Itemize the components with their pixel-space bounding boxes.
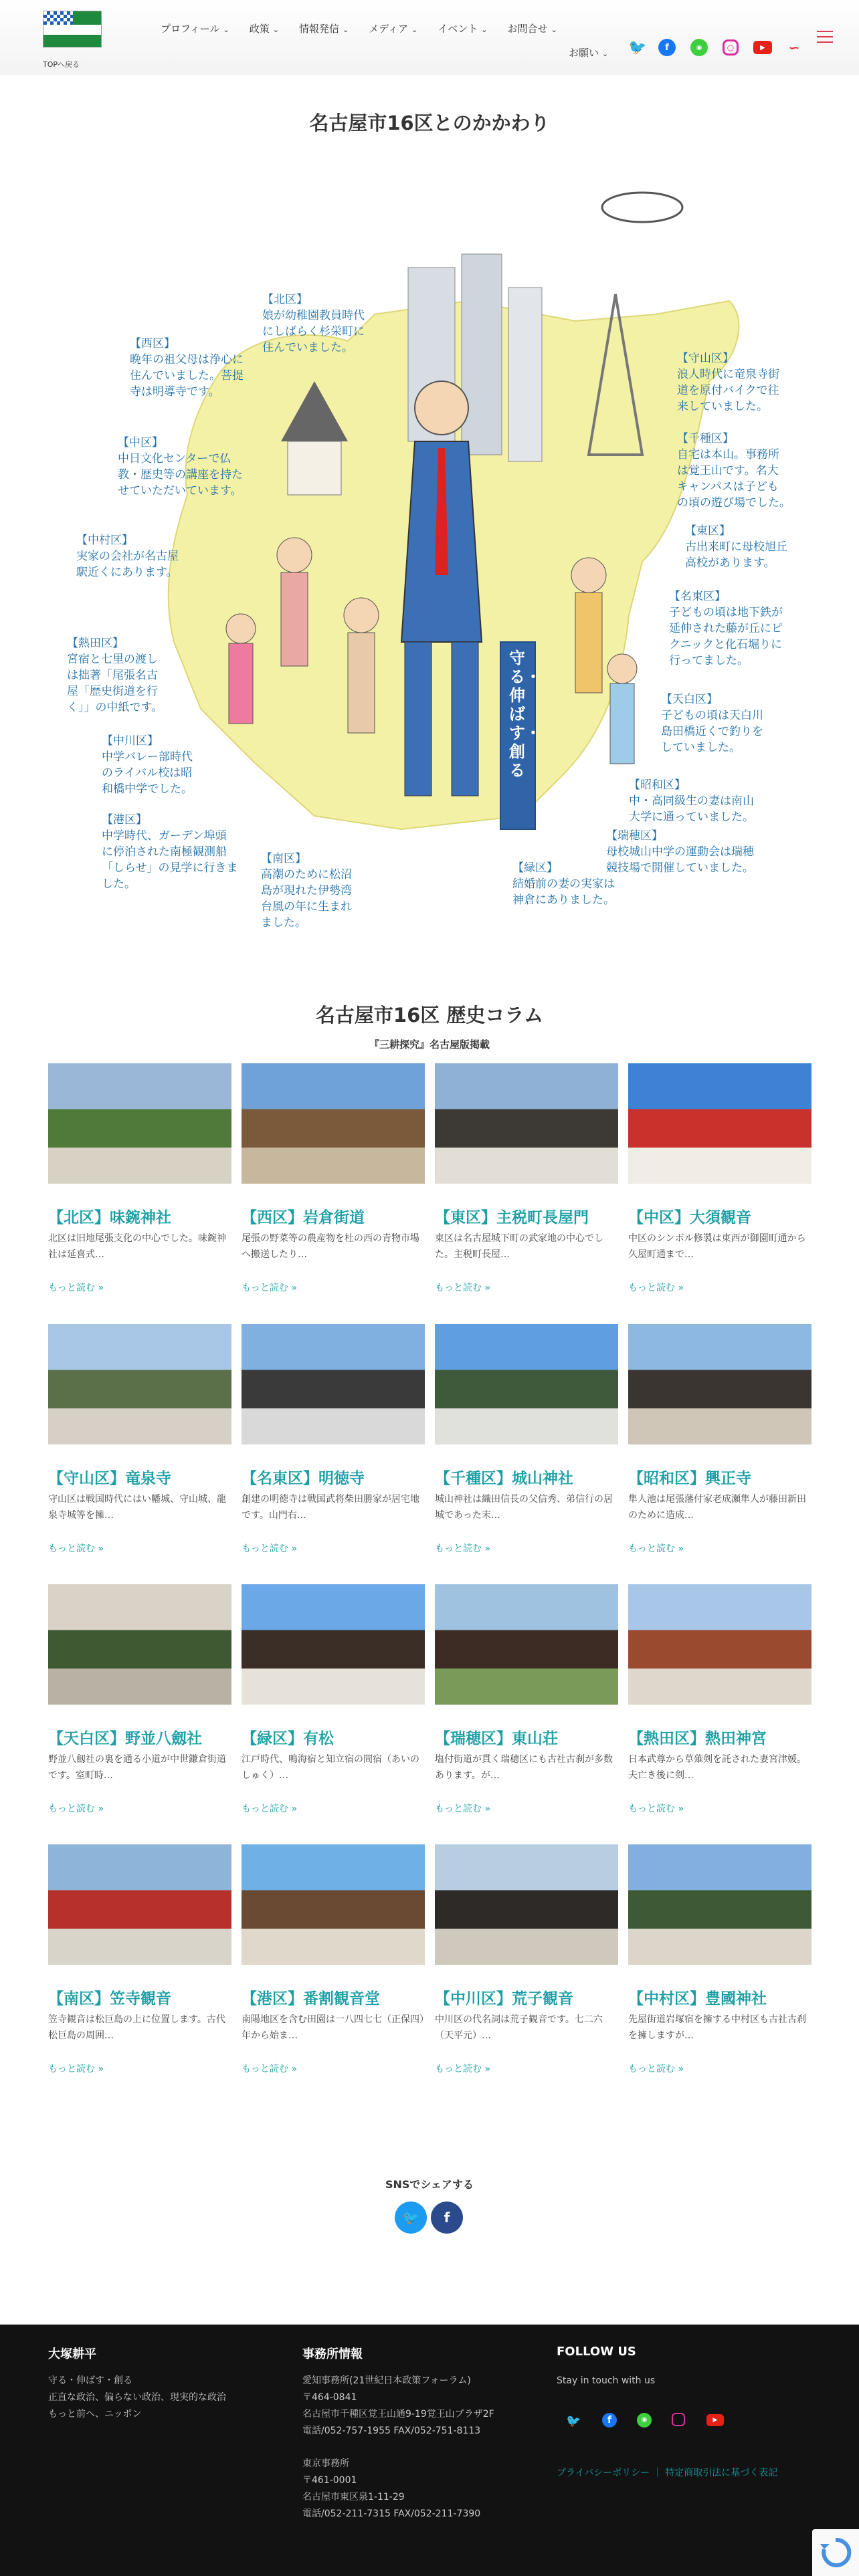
column-card[interactable]	[435, 1584, 618, 1812]
column-photo[interactable]	[48, 1063, 231, 1184]
footer-line: 名古屋市東区泉1-11-29	[302, 2492, 405, 2502]
footer-line: 電話/052-757-1955 FAX/052-751-8113	[302, 2426, 481, 2436]
person	[610, 683, 634, 764]
column-photo[interactable]	[435, 1584, 618, 1705]
footer-line: 〒464-0841	[302, 2392, 357, 2403]
column-excerpt: 創建の明徳寺は戦国武将柴田勝家が居宅地です。山門右…	[242, 1494, 419, 1521]
ward-text: 中・高同級生の妻は南山	[629, 794, 754, 808]
chevron-down-icon: ⌄	[223, 25, 229, 34]
column-photo[interactable]	[48, 1584, 231, 1705]
ward-note-chikusa	[677, 431, 791, 511]
read-more-link[interactable]: もっと読む »	[628, 1543, 684, 1554]
drone	[602, 193, 682, 222]
column-title[interactable]: 【守山区】竜泉寺	[48, 1470, 171, 1487]
footer-line: もっと前へ、ニッポン	[48, 2409, 142, 2420]
ward-text: 晩年の祖父母は浄心に	[130, 353, 244, 366]
footer-col3-sub: Stay in touch with us	[557, 2375, 656, 2386]
read-more-link[interactable]: もっと読む »	[48, 1804, 104, 1814]
read-more-link[interactable]: もっと読む »	[628, 1804, 684, 1814]
ward-name: 【名東区】	[669, 590, 726, 603]
ward-text: 延伸された藤が丘にピ	[669, 622, 783, 635]
read-more-link[interactable]: もっと読む »	[435, 1804, 491, 1814]
ward-text: せていただいています。	[118, 484, 242, 498]
person	[229, 643, 253, 724]
ward-text: 駅近くにあります。	[76, 566, 178, 579]
column-excerpt: 江戸時代、鳴海宿と知立宿の間宿（あいのしゅく）…	[242, 1754, 419, 1781]
building	[462, 254, 502, 455]
column-card[interactable]	[48, 1844, 231, 2072]
column-photo[interactable]	[242, 1063, 425, 1184]
column-photo[interactable]	[48, 1844, 231, 1965]
share-facebook-button[interactable]	[431, 2202, 463, 2234]
column-photo[interactable]	[628, 1063, 812, 1184]
share-label: SNSでシェアする	[385, 2178, 474, 2191]
column-card[interactable]	[628, 1063, 812, 1291]
instagram-icon[interactable]: ○	[723, 39, 739, 56]
column-title[interactable]: 【熱田区】熱田神宮	[628, 1730, 767, 1747]
ward-text: クニックと化石堀りに	[669, 638, 782, 651]
read-more-link[interactable]: もっと読む »	[48, 1283, 104, 1293]
ward-name: 【瑞穂区】	[606, 829, 663, 843]
read-more-link[interactable]: もっと読む »	[48, 2064, 104, 2074]
building	[508, 288, 542, 461]
ward-name: 【熱田区】	[67, 637, 124, 650]
ward-note-atsuta	[67, 635, 163, 716]
ward-note-minato	[102, 812, 238, 892]
footer-policy-links[interactable]: プライバシーポリシー ｜ 特定商取引法に基づく表記	[557, 2468, 778, 2478]
ward-name: 【中川区】	[102, 734, 159, 748]
ward-text: は拙著「尾張名古	[67, 669, 158, 682]
ward-name: 【東区】	[685, 524, 731, 538]
column-photo[interactable]	[628, 1844, 812, 1965]
column-excerpt: 尾張の野菜等の農産物を杜の西の青物市場へ搬送したり…	[242, 1233, 419, 1260]
column-excerpt: 南陽地区を含む田園は一八四七七（正保四）年から始ま…	[242, 2014, 424, 2041]
ward-name: 【西区】	[130, 337, 175, 350]
ward-name: 【千種区】	[677, 432, 734, 445]
recaptcha-badge[interactable]	[812, 2529, 859, 2576]
column-card[interactable]	[242, 1324, 425, 1554]
column-title[interactable]: 【名東区】明徳寺	[242, 1470, 365, 1487]
footer-col1-text	[48, 2373, 226, 2423]
ward-note-minami	[261, 851, 352, 931]
footer-col1-heading: 大塚耕平	[48, 2347, 96, 2361]
column-excerpt: 中川区の代名詞は荒子観音です。七二六（天平元）…	[435, 2014, 603, 2041]
ward-text: 子どもの頃は地下鉄が	[669, 606, 783, 619]
column-card[interactable]	[48, 1324, 231, 1554]
column-photo[interactable]	[48, 1324, 231, 1444]
ward-note-naka	[118, 435, 243, 499]
footer-col3-heading: FOLLOW US	[557, 2345, 636, 2359]
column-title[interactable]: 【東区】主税町長屋門	[435, 1209, 589, 1226]
person	[607, 654, 637, 683]
ward-text: 中日文化センターで仏	[118, 452, 231, 465]
read-more-link[interactable]: もっと読む »	[242, 1804, 298, 1814]
column-excerpt: 塩付街道が貫く瑞穂区にも古社古刹が多数あります。が…	[435, 1754, 613, 1781]
column-card[interactable]	[628, 1584, 812, 1812]
nav-label: 情報発信	[298, 23, 339, 35]
politician-leg	[452, 642, 478, 796]
column-photo[interactable]	[435, 1844, 618, 1965]
nav-label: 政策	[249, 23, 270, 35]
ward-text: 「しらせ」の見学に行きま	[102, 861, 238, 875]
politician-leg	[405, 642, 432, 796]
ward-note-kita	[262, 292, 365, 356]
hamburger-menu-icon[interactable]	[817, 31, 833, 44]
column-card[interactable]	[435, 1063, 618, 1291]
wards-illustration	[0, 160, 859, 943]
ward-text: 道を原付バイクで往	[677, 384, 779, 397]
chevron-down-icon: ⌄	[342, 25, 349, 34]
nav-info[interactable]	[299, 21, 349, 35]
footer-line: 正直な政治、偏らない政治、現実的な政治	[48, 2392, 226, 2403]
facebook-icon[interactable]: f	[658, 39, 676, 56]
ward-text: のライバル校は昭	[102, 766, 193, 780]
read-more-link[interactable]: もっと読む »	[628, 1283, 684, 1293]
column-title[interactable]: 【西区】岩倉街道	[242, 1209, 365, 1226]
ward-name: 【南区】	[261, 852, 306, 865]
chevron-down-icon: ⌄	[481, 25, 488, 34]
ward-text: 中学バレー部時代	[102, 750, 193, 764]
column-title[interactable]: 【北区】味鋺神社	[48, 1209, 171, 1226]
column-photo[interactable]	[435, 1324, 618, 1444]
ward-note-nakagawa	[102, 733, 193, 797]
ward-name: 【港区】	[102, 813, 147, 827]
ward-text: 住んでいました。	[262, 341, 353, 354]
person	[226, 614, 256, 643]
ward-text: 競技場で開催していました。	[606, 861, 754, 875]
read-more-link[interactable]: もっと読む »	[242, 1283, 298, 1293]
nav-event[interactable]	[438, 21, 487, 35]
column-photo[interactable]	[242, 1584, 425, 1705]
nav-label: メディア	[369, 23, 409, 35]
column-excerpt: 中区のシンボル修製は東西が御園町通から久屋町通まで…	[628, 1233, 806, 1260]
column-excerpt: 北区は旧地尾張支化の中心でした。味鋺神社は延喜式…	[48, 1233, 226, 1260]
footer-col2-heading: 事務所情報	[302, 2347, 363, 2361]
person	[571, 558, 606, 593]
ward-text: 神倉にありました。	[512, 893, 615, 907]
ward-text: 大学に通っていました。	[629, 811, 754, 824]
section-subtitle: 『三耕探究』名古屋版掲載	[369, 1039, 490, 1051]
read-more-link[interactable]: もっと読む »	[242, 1543, 298, 1554]
ward-text: 住んでいました。菩提	[130, 369, 244, 383]
read-more-link[interactable]: もっと読む »	[435, 1283, 491, 1293]
column-excerpt: 城山神社は織田信長の父信秀、弟信行の居城であった末…	[435, 1494, 613, 1521]
youtube-icon[interactable]: ▶	[753, 41, 772, 54]
column-excerpt: 日本武尊から草薙剣を託された妻宮津媛。夫亡き後に剣…	[628, 1754, 806, 1781]
column-title[interactable]: 【緑区】有松	[242, 1730, 334, 1747]
ward-name: 【中村区】	[76, 534, 133, 547]
nav-media[interactable]	[369, 21, 417, 35]
footer-line: 守る・伸ばす・創る	[48, 2375, 132, 2386]
footer-instagram-icon[interactable]	[672, 2413, 685, 2426]
ward-text: 屋「歴史街道を行	[67, 685, 158, 698]
ward-text: 浪人時代に竜泉寺街	[677, 368, 779, 381]
ward-text: 台風の年に生まれ	[261, 900, 352, 914]
ward-text: 自宅は本山。事務所	[677, 448, 779, 461]
chevron-down-icon: ⌄	[551, 25, 557, 34]
person	[281, 572, 308, 666]
column-card[interactable]	[242, 1584, 425, 1812]
column-excerpt: 隼人池は尾張藩付家老成瀬隼人が藤田新田のために造成…	[628, 1494, 806, 1521]
column-card[interactable]	[435, 1324, 618, 1554]
ward-text: にしばらく杉栄町に	[262, 325, 365, 338]
ward-text: 母校城山中学の運動会は瑞穂	[606, 845, 754, 859]
site-header	[0, 0, 859, 75]
nav-request[interactable]	[569, 45, 608, 60]
top-link[interactable]: TOPへ戻る	[43, 60, 80, 69]
ward-text: 子どもの頃は天白川	[661, 709, 763, 722]
logo-band	[43, 25, 102, 35]
column-title[interactable]: 【南区】笠寺観音	[48, 1990, 171, 2008]
ward-text: 教・歴史等の講座を持た	[118, 468, 243, 481]
nav-policy[interactable]	[250, 21, 279, 35]
column-title[interactable]: 【中川区】荒子観音	[435, 1990, 573, 2008]
footer-twitter-icon[interactable]: 🐦	[566, 2414, 581, 2428]
ward-note-meito	[669, 588, 783, 669]
ward-text: 島が現れた伊勢湾	[261, 884, 352, 897]
footer-content	[0, 2325, 859, 2576]
ward-text: 中学時代、ガーデン埠頭	[102, 829, 227, 843]
ward-note-tempaku	[661, 691, 763, 756]
ward-text: 宮宿と七里の渡し	[67, 653, 158, 666]
column-card[interactable]	[242, 1844, 425, 2072]
person	[348, 633, 375, 733]
chevron-down-icon: ⌄	[411, 25, 418, 34]
ward-note-nakamura	[76, 532, 179, 580]
primary-nav	[161, 21, 577, 35]
ward-text: キャンパスは子ども	[677, 480, 779, 494]
column-card[interactable]	[48, 1063, 231, 1291]
ward-name: 【昭和区】	[629, 778, 686, 792]
footer-spacer	[302, 2440, 494, 2456]
ward-text: ました。	[261, 916, 306, 930]
column-title[interactable]: 【昭和区】興正寺	[628, 1470, 751, 1487]
column-title[interactable]: 【中村区】豊國神社	[628, 1990, 767, 2008]
person	[575, 593, 602, 693]
column-photo[interactable]	[628, 1324, 812, 1444]
twitter-icon[interactable]: 🐦	[628, 39, 647, 56]
read-more-link[interactable]: もっと読む »	[628, 2064, 684, 2074]
column-card[interactable]	[628, 1324, 812, 1554]
section-title-columns: 名古屋市16区 歴史コラム	[315, 1004, 544, 1027]
ward-text: 娘が幼稚園教員時代	[262, 309, 365, 322]
ward-name: 【北区】	[262, 293, 308, 306]
note-icon[interactable]: ∽	[788, 39, 800, 56]
chevron-down-icon: ⌄	[602, 49, 609, 58]
ward-text: 結婚前の妻の実家は	[512, 877, 615, 891]
line-icon[interactable]: ◉	[690, 39, 708, 56]
ward-text: 実家の会社が名古屋	[76, 550, 179, 563]
ward-text: 和橋中学でした。	[102, 782, 193, 796]
nav-label: お願い	[569, 47, 599, 59]
ward-text: の頃の遊び場でした。	[677, 496, 791, 510]
footer-line-icon[interactable]: ◉	[637, 2413, 652, 2428]
ward-text: く」」の中紙です。	[67, 701, 163, 714]
share-twitter-button[interactable]	[395, 2202, 427, 2234]
footer-facebook-icon[interactable]: f	[602, 2413, 617, 2428]
ward-name: 【中区】	[118, 436, 163, 449]
chevron-down-icon: ⌄	[272, 25, 279, 34]
ward-text: 島田橋近くで釣りを	[661, 725, 763, 738]
nav-label: プロフィール	[161, 23, 220, 35]
ward-note-nishi	[130, 336, 244, 400]
read-more-link[interactable]: もっと読む »	[435, 1543, 491, 1554]
column-excerpt: 先屋街道岩塚宿を擁する中村区も古社古刹を擁しますが…	[628, 2014, 806, 2041]
footer-line: 電話/052-211-7315 FAX/052-211-7390	[302, 2508, 481, 2519]
footer-line: 名古屋市千種区覚王山通9-19覚王山プラザ2F	[302, 2409, 494, 2420]
ward-name: 【天白区】	[661, 693, 718, 706]
nav-label: お問合せ	[507, 23, 548, 35]
read-more-link[interactable]: もっと読む »	[48, 1543, 104, 1554]
politician-head	[415, 381, 468, 435]
ward-text: 高潮のために松沼	[261, 868, 352, 881]
ward-text: に停泊された南極観測船	[102, 845, 227, 859]
column-excerpt: 笠寺観音は松巨島の上に位置します。古代松巨島の周囲…	[48, 2014, 225, 2041]
ward-text: 行ってました。	[669, 654, 749, 667]
ward-note-showa	[629, 777, 754, 825]
ward-text: していました。	[661, 741, 741, 754]
ward-text: 寺は明導寺です。	[130, 385, 220, 399]
column-card[interactable]	[48, 1584, 231, 1812]
column-card[interactable]	[242, 1063, 425, 1291]
footer-line: 愛知事務所(21世紀日本政策フォーラム)	[302, 2375, 471, 2386]
column-excerpt: 東区は名古屋城下町の武家地の中心でした。主税町長屋…	[435, 1233, 603, 1260]
ward-text: 古出来町に母校旭丘	[685, 540, 787, 554]
site-logo[interactable]	[43, 11, 102, 47]
ward-note-midori	[512, 860, 615, 908]
person	[344, 598, 379, 633]
column-excerpt: 守山区は戦国時代にはい幡城、守山城、龍泉寺城等を擁…	[48, 1494, 226, 1521]
footer-youtube-icon[interactable]: ▶	[706, 2414, 724, 2426]
ward-name: 【緑区】	[512, 861, 558, 875]
ward-text: 来していました。	[677, 400, 768, 413]
banner-text: 守る・伸ばす・創る	[509, 648, 541, 780]
ward-name: 【守山区】	[677, 352, 734, 365]
section-title-wards: 名古屋市16区とのかかわり	[309, 112, 550, 134]
ward-note-higashi	[685, 523, 787, 571]
footer-line: 東京事務所	[302, 2458, 349, 2469]
nav-label: イベント	[438, 23, 478, 35]
column-photo[interactable]	[242, 1324, 425, 1444]
recaptcha-icon	[812, 2529, 859, 2576]
person	[277, 538, 312, 572]
read-more-link[interactable]: もっと読む »	[242, 2064, 298, 2074]
column-photo[interactable]	[435, 1063, 618, 1184]
column-card[interactable]	[435, 1844, 618, 2072]
twitter-icon: 🐦	[402, 2210, 419, 2226]
ward-text: は覚王山です。名大	[677, 464, 779, 477]
ward-text: した。	[102, 877, 136, 891]
secondary-nav	[569, 45, 628, 60]
column-title[interactable]: 【天白区】野並八劔社	[48, 1730, 202, 1747]
read-more-link[interactable]: もっと読む »	[435, 2064, 491, 2074]
column-photo[interactable]	[242, 1844, 425, 1965]
ward-note-moriyama	[677, 350, 779, 415]
castle	[288, 441, 341, 495]
column-excerpt: 野並八劔社の裏を通る小道が中世鎌倉街道です。室町時…	[48, 1754, 226, 1781]
facebook-icon: f	[444, 2210, 450, 2226]
column-title[interactable]: 【瑞穂区】東山荘	[435, 1730, 558, 1747]
ward-text: 高校があります。	[685, 556, 775, 570]
nav-contact[interactable]	[507, 21, 557, 35]
column-title[interactable]: 【中区】大須観音	[628, 1209, 751, 1226]
column-photo[interactable]	[628, 1584, 812, 1705]
footer-col2-text	[302, 2373, 494, 2523]
ward-note-mizuho	[606, 828, 754, 876]
column-title[interactable]: 【港区】番割観音堂	[242, 1990, 380, 2008]
nav-profile[interactable]	[161, 21, 229, 35]
column-title[interactable]: 【千種区】城山神社	[435, 1470, 573, 1487]
column-card[interactable]	[628, 1844, 812, 2072]
footer-line: 〒461-0001	[302, 2475, 357, 2486]
